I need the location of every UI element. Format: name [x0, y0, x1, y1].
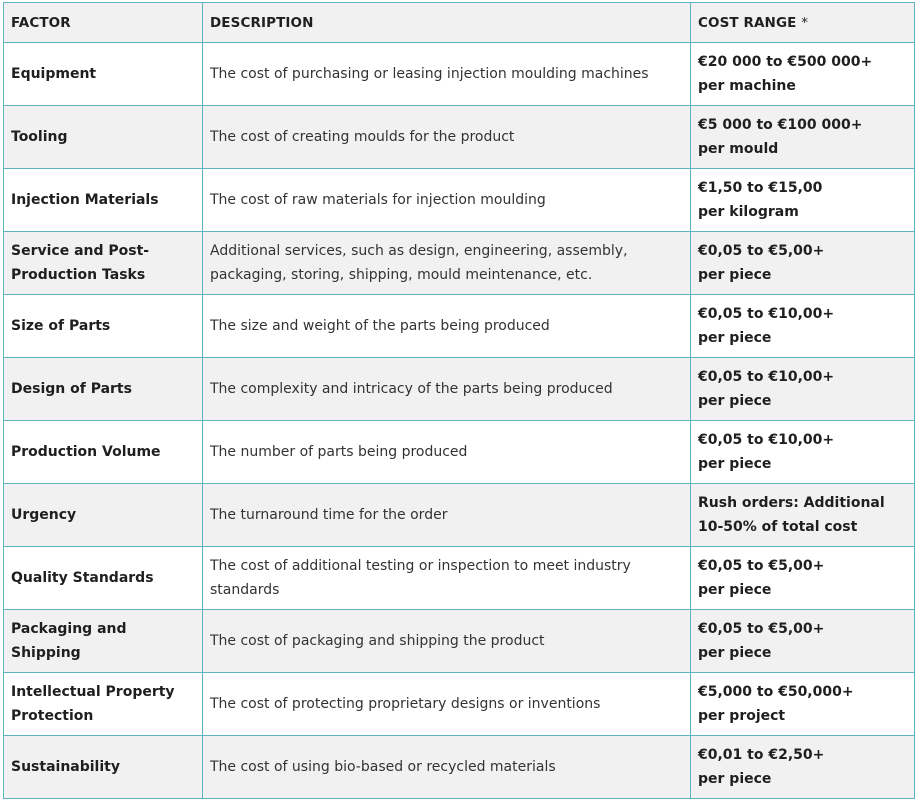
- description-cell: The cost of purchasing or leasing injection moulding machines: [203, 43, 691, 106]
- cost-range-cell: [691, 358, 915, 421]
- table-row: [4, 169, 915, 232]
- header-cost-range: [691, 3, 915, 43]
- cost-range-unit: per project: [698, 708, 786, 724]
- description-cell: The turnaround time for the order: [203, 484, 691, 547]
- table-row: [4, 484, 915, 547]
- cost-range-unit: per kilogram: [698, 204, 799, 220]
- factor-cell: Quality Standards: [4, 547, 203, 610]
- table-row: [4, 232, 915, 295]
- header-cost-range-label: COST RANGE: [698, 14, 797, 31]
- cost-range-value: €5 000 to €100 000+: [698, 117, 863, 133]
- table-row: [4, 295, 915, 358]
- cost-range-unit: per piece: [698, 393, 772, 409]
- cost-range-unit: per mould: [698, 141, 779, 157]
- cost-range-unit: per piece: [698, 582, 772, 598]
- cost-range-cell: [691, 547, 915, 610]
- factor-cell: Service and Post-Production Tasks: [4, 232, 203, 295]
- header-description: DESCRIPTION: [203, 3, 691, 43]
- cost-range-value: €0,05 to €10,00+: [698, 432, 835, 448]
- cost-range-value: Rush orders: Additional 10-50% of total cost: [698, 495, 885, 535]
- description-cell: The cost of additional testing or inspection to meet industry standards: [203, 547, 691, 610]
- table-row: [4, 610, 915, 673]
- cost-range-cell: [691, 484, 915, 547]
- table-row: [4, 421, 915, 484]
- cost-range-cell: [691, 106, 915, 169]
- factor-cell: Sustainability: [4, 736, 203, 799]
- table-row: [4, 547, 915, 610]
- description-cell: The complexity and intricacy of the parts being produced: [203, 358, 691, 421]
- header-cost-range-asterisk: *: [801, 14, 809, 31]
- table-row: [4, 43, 915, 106]
- factor-cell: Packaging and Shipping: [4, 610, 203, 673]
- table-row: [4, 736, 915, 799]
- description-cell: The number of parts being produced: [203, 421, 691, 484]
- table-row: [4, 358, 915, 421]
- cost-range-value: €0,05 to €5,00+: [698, 621, 825, 637]
- description-cell: The cost of using bio-based or recycled materials: [203, 736, 691, 799]
- description-cell: The cost of protecting proprietary designs or inventions: [203, 673, 691, 736]
- factor-cell: Intellectual Property Protection: [4, 673, 203, 736]
- table-row: [4, 673, 915, 736]
- factor-cell: Tooling: [4, 106, 203, 169]
- cost-range-value: €0,05 to €10,00+: [698, 369, 835, 385]
- header-factor: FACTOR: [4, 3, 203, 43]
- cost-range-cell: [691, 673, 915, 736]
- cost-range-unit: per piece: [698, 456, 772, 472]
- cost-range-cell: [691, 610, 915, 673]
- description-cell: The cost of creating moulds for the product: [203, 106, 691, 169]
- factor-cell: Production Volume: [4, 421, 203, 484]
- cost-range-unit: per piece: [698, 267, 772, 283]
- cost-range-unit: per machine: [698, 78, 796, 94]
- description-cell: The size and weight of the parts being produced: [203, 295, 691, 358]
- table-row: [4, 106, 915, 169]
- cost-range-value: €0,05 to €10,00+: [698, 306, 835, 322]
- cost-range-cell: [691, 232, 915, 295]
- description-cell: The cost of raw materials for injection moulding: [203, 169, 691, 232]
- cost-range-unit: per piece: [698, 771, 772, 787]
- cost-range-cell: [691, 169, 915, 232]
- cost-range-unit: per piece: [698, 645, 772, 661]
- cost-range-value: €0,01 to €2,50+: [698, 747, 825, 763]
- factor-cell: Urgency: [4, 484, 203, 547]
- description-cell: The cost of packaging and shipping the product: [203, 610, 691, 673]
- cost-range-cell: [691, 736, 915, 799]
- factor-cell: Size of Parts: [4, 295, 203, 358]
- description-cell: Additional services, such as design, engineering, assembly, packaging, storing, shipping, mould meintenance, etc.: [203, 232, 691, 295]
- cost-range-value: €0,05 to €5,00+: [698, 558, 825, 574]
- cost-range-cell: [691, 43, 915, 106]
- cost-factors-table: [3, 2, 915, 799]
- factor-cell: Injection Materials: [4, 169, 203, 232]
- factor-cell: Design of Parts: [4, 358, 203, 421]
- cost-range-value: €5,000 to €50,000+: [698, 684, 854, 700]
- cost-range-cell: [691, 421, 915, 484]
- factor-cell: Equipment: [4, 43, 203, 106]
- cost-range-unit: per piece: [698, 330, 772, 346]
- cost-range-value: €20 000 to €500 000+: [698, 54, 873, 70]
- table-header-row: [4, 3, 915, 43]
- cost-range-value: €1,50 to €15,00: [698, 180, 823, 196]
- cost-range-cell: [691, 295, 915, 358]
- cost-range-value: €0,05 to €5,00+: [698, 243, 825, 259]
